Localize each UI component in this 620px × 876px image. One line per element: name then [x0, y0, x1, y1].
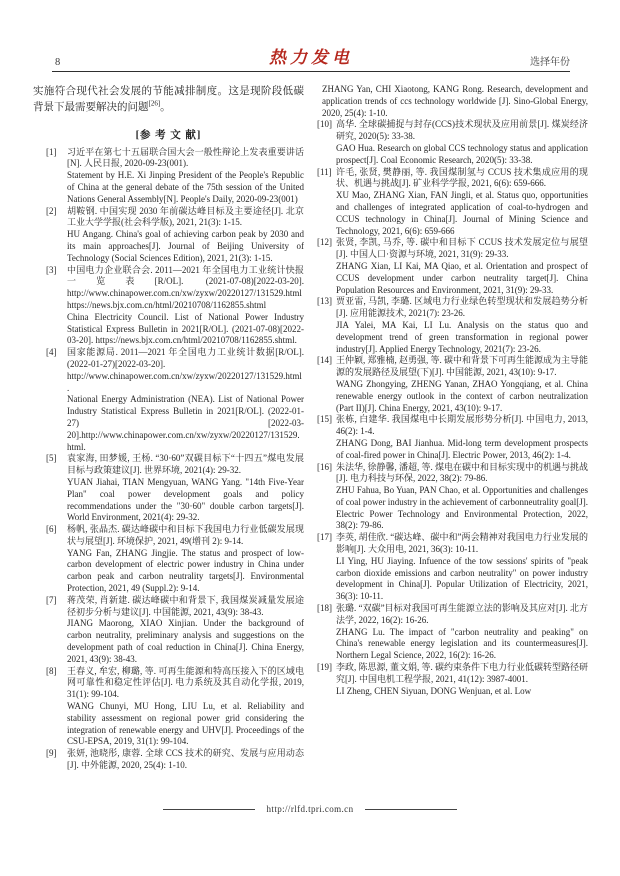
reference-text: 许毛, 张贤, 樊静丽, 等. 我国煤制氢与 CCUS 技术集成应用的现状、机遇与挑战[J]. 矿业科学学报, 2021, 6(6): 659-666.	[336, 166, 588, 189]
reference-item	[317, 167, 588, 238]
reference-item	[317, 296, 588, 355]
reference-text: https://news.bjx.com.cn/html/20210708/1162855.shtml	[67, 299, 267, 310]
reference-number: [8]	[46, 665, 57, 676]
content-columns	[33, 84, 588, 802]
reference-item	[317, 355, 588, 414]
reference-text: 杨帆, 张晶杰. 碳达峰碳中和目标下我国电力行业低碳发展现状与展望[J]. 环境保护, 2021, 49(增刊 2): 9-14.	[67, 524, 304, 546]
reference-number: [19]	[317, 662, 332, 673]
reference-text: ZHANG Lu. The impact of "carbon neutrality and peaking" on China's renewable energy legislation and its countermeasures[J]. Northern Legal Science, 2022, 16(2): 16-26.	[336, 626, 588, 661]
reference-number: [4]	[46, 347, 57, 358]
reference-text: China Electricity Council. List of National Power Industry Statistical Express Bulletin in 2021[R/OL]. (2021-07-08)[2022-03-20]. https://news.bjx.com.cn/html/20210708/1162855.shtml.	[67, 311, 304, 346]
footer-rule-left	[163, 809, 255, 810]
page-footer	[0, 804, 620, 814]
intro-period: 。	[160, 101, 171, 113]
reference-text: Statement by H.E. Xi Jinping President of the People's Republic of China at the general debate of the 75th session of the United Nations General Assembly[N]. People's Daily, 2020-09-23(001)	[67, 170, 304, 204]
left-column	[33, 84, 304, 802]
references-list-left	[33, 147, 304, 772]
reference-item	[46, 206, 304, 265]
reference-item	[46, 347, 304, 453]
reference-carryover	[317, 84, 588, 119]
reference-item	[46, 524, 304, 595]
reference-number: [1]	[46, 146, 57, 157]
reference-text: 张贤, 李凯, 马乔, 等. 碳中和目标下 CCUS 技术发展定位与展望[J]. 中国人口·资源与环境, 2021, 31(9): 29-33.	[336, 237, 588, 260]
reference-text: WANG Chunyi, MU Hong, LIU Lu, et al. Reliability and stability assessment on regional power grid considering the integration of renewable energy and UHV[J]. Proceedings of the CSU-EPSA, 2019, 31(1): 99-104.	[67, 701, 304, 747]
page-number: 8	[55, 57, 61, 68]
reference-text: 蒋茂荣, 肖新建. 碳达峰碳中和背景下, 我国煤炭减量发展途径初步分析与建议[J]. 中国能源, 2021, 43(9): 38-43.	[67, 594, 304, 617]
right-column	[317, 84, 588, 802]
reference-text: JIANG Maorong, XIAO Xinjian. Under the background of carbon neutrality, preliminary analysis and suggestions on the development path of coal reduction in China[J]. China Energy, 2021, 43(9): 38-43.	[67, 618, 304, 664]
reference-number: [10]	[317, 119, 332, 130]
reference-item	[46, 147, 304, 206]
reference-item	[46, 666, 304, 749]
reference-number: [15]	[317, 414, 332, 425]
reference-item	[317, 414, 588, 461]
reference-text: YANG Fan, ZHANG Jingjie. The status and prospect of low-carbon development of electric power industry in China under carbon peak and carbon neutrality targets[J]. Environmental Protection, 2021, 49 (Suppl.2): 9-14.	[67, 547, 304, 594]
reference-text: National Energy Administration (NEA). List of National Power Industry Statistical Express Bulletin in 2021[R/OL]. (2022-01-27) [2022-03-20].http://www.chinapower.com.cn/xw/zyxw/20220127/131529.html.	[67, 394, 304, 452]
footer-rule-right	[365, 809, 457, 810]
reference-number: [12]	[317, 237, 332, 248]
reference-number: [6]	[46, 524, 57, 535]
reference-item	[46, 595, 304, 666]
reference-text: 张栋, 白建华. 我国煤电中长期发展形势分析[J]. 中国电力, 2013, 46(2): 1-4.	[336, 414, 588, 437]
reference-text: YUAN Jiahai, TIAN Mengyuan, WANG Yang. "14th Five-Year Plan" coal power development goals and policy recommendations under the "30·60" double carbon targets[J]. World Environment, 2021(4): 29-32.	[67, 476, 304, 523]
reference-item	[317, 119, 588, 166]
page-header	[52, 46, 570, 68]
reference-text: 习近平在第七十五届联合国大会一般性辩论上发表重要讲话[N]. 人民日报, 2020-09-23(001).	[67, 146, 304, 169]
references-list-right	[317, 119, 588, 697]
reference-number: [5]	[46, 453, 57, 464]
reference-number: [2]	[46, 205, 57, 216]
reference-number: [16]	[317, 461, 332, 472]
reference-text: 王春义, 牟宏, 柳璐, 等. 可再生能源和特高压接入下的区域电网可靠性和稳定性评估[J]. 电力系统及其自动化学报, 2019, 31(1): 99-104.	[67, 665, 304, 700]
reference-text: ZHANG Xian, LI Kai, MA Qiao, et al. Orientation and prospect of CCUS development under carbon neutrality target[J]. China Population Resources and Environment, 2021, 31(9): 29-33.	[336, 260, 588, 295]
reference-text: JIA Yalei, MA Kai, LI Lu. Analysis on the status quo and development trend of green transformation in regional power industry[J]. Applied Energy Technology, 2021(7): 23-26.	[336, 319, 588, 354]
reference-text: GAO Hua. Research on global CCS technology status and application prospect[J]. Coal Economic Research, 2020(5): 33-38.	[336, 142, 588, 165]
reference-text: 张妍, 池晓彤, 康蓉. 全球 CCS 技术的研究、发展与应用动态[J]. 中外能源, 2020, 25(4): 1-10.	[67, 748, 304, 771]
reference-text: 胡鞍钢. 中国实现 2030 年前碳达峰目标及主要途径[J]. 北京工业大学学报(社会科学版), 2021, 21(3): 1-15.	[67, 205, 304, 228]
reference-text: 高华. 全球碳捕捉与封存(CCS)技术现状及应用前景[J]. 煤炭经济研究, 2020(5): 33-38.	[336, 119, 588, 142]
journal-title: 热力发电	[269, 48, 353, 67]
reference-text: 贾亚雷, 马凯, 李璐. 区域电力行业绿色转型现状和发展趋势分析[J]. 应用能源技术, 2021(7): 23-26.	[336, 296, 588, 319]
carryover-text: ZHANG Yan, CHI Xiaotong, KANG Rong. Research, development and application trends of ccs technology worldwide [J]. Sino-Global Energy, 2020, 25(4): 1-10.	[322, 84, 588, 118]
select-year-link[interactable]: 选择年份	[526, 53, 570, 68]
reference-number: [11]	[317, 166, 332, 177]
reference-text: 张璐. “双碳”目标对我国可再生能源立法的影响及其应对[J]. 北方法学, 2022, 16(2): 16-26.	[336, 603, 588, 625]
reference-number: [13]	[317, 296, 332, 307]
intro-paragraph	[33, 84, 304, 116]
reference-text: WANG Zhongying, ZHENG Yanan, ZHAO Yongqiang, et al. China renewable energy outlook in the context of carbon neutralization (Part II)[J]. China Energy, 2021, 43(10): 9-17.	[336, 378, 588, 413]
reference-item	[317, 237, 588, 296]
reference-number: [7]	[46, 594, 57, 605]
reference-number: [3]	[46, 264, 57, 275]
reference-text: XU Mao, ZHANG Xian, FAN Jingli, et al. Status quo, opportunities and challenges of integrated application of coal-to-hydrogen and CCUS technology in China[J]. Journal of Mining Science and Technology, 2021, 6(6): 659-666	[336, 190, 588, 236]
reference-text: 国家能源局. 2011—2021 年全国电力工业统计数据[R/OL]. (2022-01-27)[2022-03-20]. http://www.chinapower.com.cn/xw/zyxw/20220127/131529.html.	[67, 347, 304, 393]
reference-item	[317, 462, 588, 533]
reference-text: LI Zheng, CHEN Siyuan, DONG Wenjuan, et al. Low	[336, 685, 532, 696]
reference-number: [17]	[317, 532, 332, 543]
intro-text: 实施符合现代社会发展的节能减排制度。这是现阶段低碳背景下最需要解决的问题	[33, 86, 304, 113]
reference-text: ZHU Fahua, Bo Yuan, PAN Chao, et al. Opportunities and challenges of coal power industry in the achievement of carbonneutrality goal[J]. Electric Power Technology and Environmental Protection, 2022, 38(2): 79-86.	[336, 485, 588, 531]
reference-number: [14]	[317, 355, 332, 366]
header-rule	[52, 71, 570, 72]
reference-text: ZHANG Dong, BAI Jianhua. Mid-long term development prospects of coal-fired power in China[J]. Electric Power, 2013, 46(2): 1-4.	[336, 437, 588, 460]
reference-text: 袁家海, 田梦媛, 王杨. “30·60”双碳目标下“十四五”煤电发展目标与政策建议[J]. 世界环境, 2021(4): 29-32.	[67, 453, 304, 476]
reference-text: 李政, 陈思源, 董文娟, 等. 碳约束条件下电力行业低碳转型路径研究[J]. 中国电机工程学报, 2021, 41(12): 3987-4001.	[336, 662, 588, 684]
references-heading: [参 考 文 献]	[135, 129, 202, 141]
journal-url: http://rlfd.tpri.com.cn	[266, 804, 354, 814]
reference-text: 中国电力企业联合会. 2011—2021 年全国电力工业统计快报一览表[R/OL]. (2021-07-08)[2022-03-20]. http://www.chinapower.com.cn/xw/zyxw/20220127/131529.html	[67, 264, 304, 299]
reference-number: [18]	[317, 603, 332, 614]
reference-text: LI Ying, HU Jiaying. Infuence of the tow sessions' spirits of "peak carbon dioxide emissions and carbon neutrality" on power industry development in China[J]. Popular Utilization of Electricity, 2021, 36(3): 10-11.	[336, 555, 588, 602]
reference-item	[46, 265, 304, 348]
reference-item	[317, 662, 588, 697]
reference-item	[46, 748, 304, 772]
reference-number: [9]	[46, 748, 57, 759]
reference-item	[317, 603, 588, 662]
reference-item	[317, 532, 588, 603]
citation-superscript: [26]	[148, 99, 161, 108]
reference-item	[46, 453, 304, 524]
reference-text: 朱法华, 徐静馨, 潘超, 等. 煤电在碳中和目标实现中的机遇与挑战[J]. 电力科技与环保, 2022, 38(2): 79-86.	[336, 461, 588, 484]
reference-text: 李英, 胡佳欣. “碳达峰、碳中和”两会精神对我国电力行业发展的影响[J]. 大众用电, 2021, 36(3): 10-11.	[336, 532, 588, 555]
reference-text: HU Angang. China's goal of achieving carbon peak by 2030 and its main approaches[J]. Journal of Beijing University of Technology (Social Sciences Edition), 2021, 21(3): 1-15.	[67, 229, 304, 263]
reference-text: 王仲颖, 郑雅楠, 赵勇强, 等. 碳中和背景下可再生能源成为主导能源的发展路径及展望(下)[J]. 中国能源, 2021, 43(10): 9-17.	[336, 355, 588, 378]
